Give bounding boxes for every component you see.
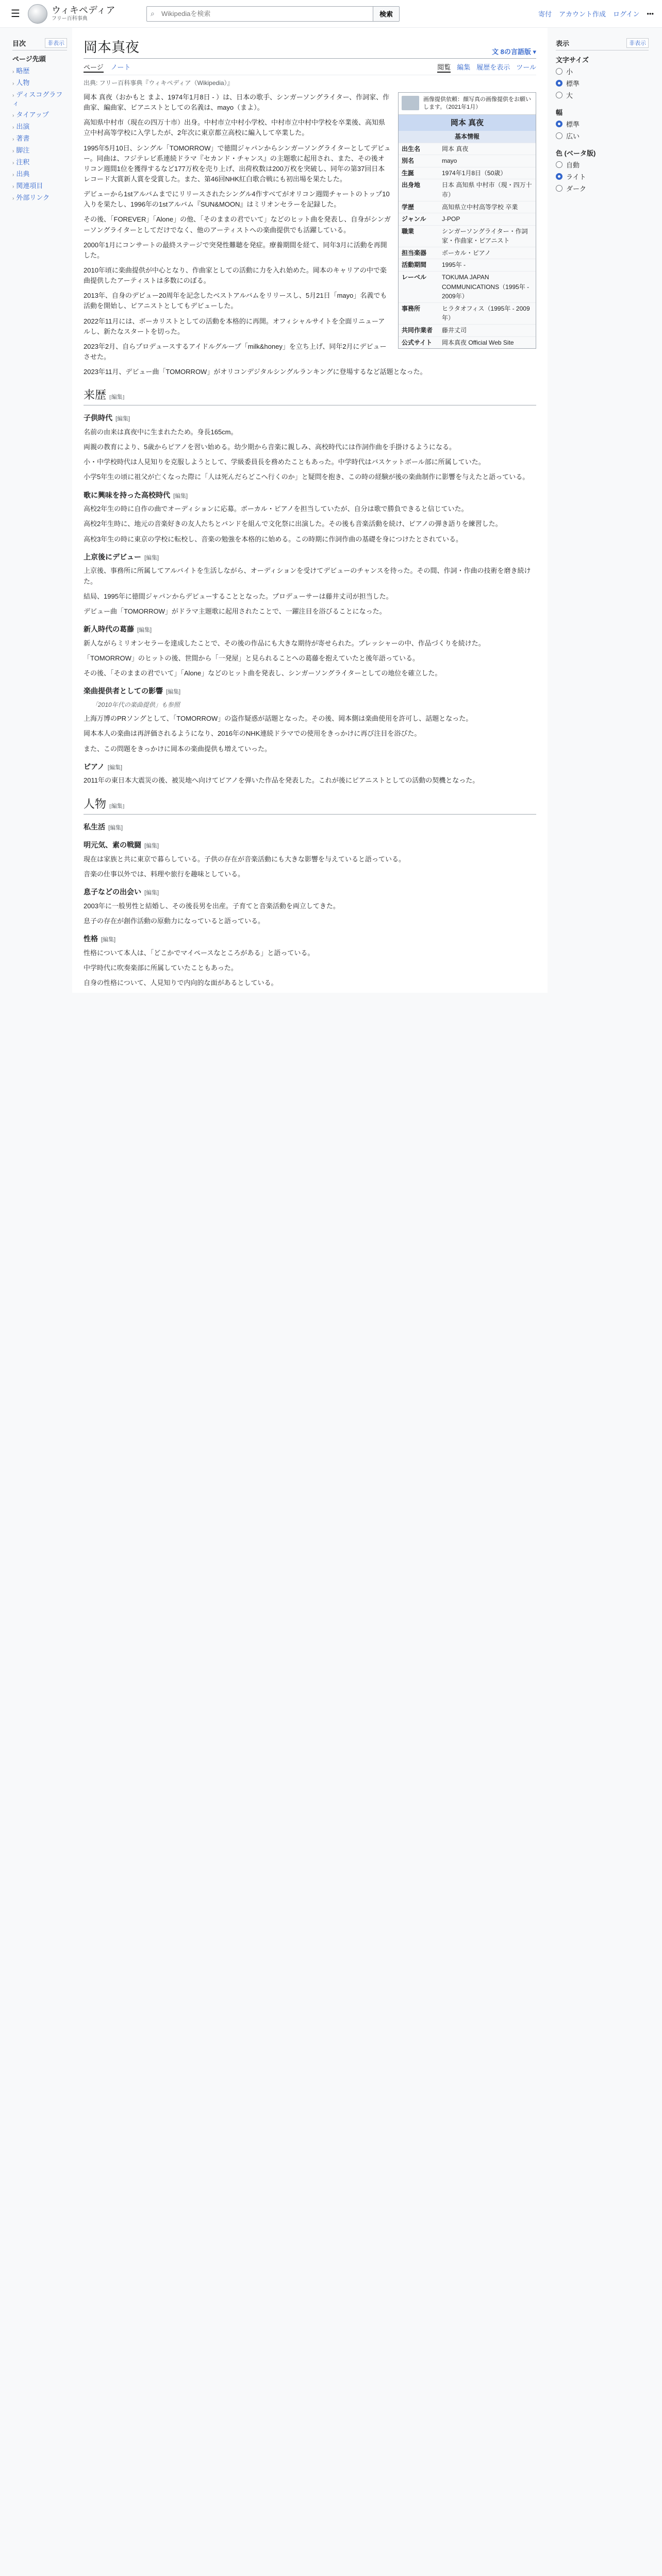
- infobox-key: 出身地: [402, 181, 421, 189]
- tab-talk[interactable]: ノート: [110, 63, 131, 71]
- intro-paragraph: 2022年11月には、ボーカリストとしての活動を本格的に再開。オフィシャルサイトを全面リニューアルし、新たなスタートを切った。: [84, 317, 385, 335]
- intro-paragraph: 2023年2月、自らプロデュースするアイドルグループ「milk&honey」を立ち上げ、同年2月にデビューさせた。: [84, 342, 387, 361]
- paragraph: 息子の存在が創作活動の原動力になっていると語っている。: [84, 917, 265, 925]
- infobox-row: [399, 336, 536, 349]
- subsection-heading: [84, 624, 536, 635]
- toc-item[interactable]: [12, 145, 67, 157]
- toc-item[interactable]: [12, 77, 67, 89]
- edit-subsection-link[interactable]: [編集]: [137, 626, 152, 633]
- toc-item-label: 関連項目: [16, 181, 43, 190]
- paragraph: デビュー曲「TOMORROW」がドラマ主題歌に起用されたことで、一躍注目を浴びることになった。: [84, 607, 386, 615]
- toc-item-label: ページ先頭: [12, 55, 46, 63]
- paragraph: 上海万博のPRソングとして、「TOMORROW」の盗作疑惑が話題となった。その後、岡本側は楽曲使用を許可し、話題となった。: [84, 715, 473, 723]
- chevron-right-icon[interactable]: ›: [12, 148, 14, 155]
- toc-item-label: 人物: [16, 78, 30, 87]
- radio-label: ダーク: [566, 185, 587, 193]
- section-heading-text: 来歴: [84, 388, 107, 402]
- paragraph: 高校2年生の時に自作の曲でオーディションに応募。ボーカル・ピアノを担当していたが、自分は歌で勝負できると信じていた。: [84, 505, 468, 513]
- chevron-right-icon[interactable]: ›: [12, 172, 14, 178]
- toc-sidebar: [0, 28, 72, 993]
- tab-edit[interactable]: 編集: [457, 63, 471, 71]
- paragraph: その後、「そのままの君でいて」「Alone」などのヒット曲を発表し、シンガーソングライターとしての地位を確立した。: [84, 669, 442, 677]
- paragraph: 性格について本人は、「どこかでマイペースなところがある」と語っている。: [84, 948, 315, 957]
- infobox-value: 高知県立中村高等学校 卒業: [442, 203, 518, 211]
- subsection-heading: [84, 887, 536, 898]
- infobox-key: レーベル: [402, 274, 427, 281]
- infobox-key: 学歴: [402, 203, 415, 211]
- paragraph: 「TOMORROW」のヒットの後、世間から「一発屋」と見られることへの葛藤を抱えていたと後年語っている。: [84, 654, 420, 662]
- chevron-right-icon[interactable]: ›: [12, 160, 14, 166]
- infobox-section: 基本情報: [399, 131, 536, 143]
- radio-option[interactable]: [556, 119, 649, 129]
- radio-label: 標準: [566, 121, 580, 128]
- intro-paragraph: 高知県中村市（現在の四万十市）出身。中村市立中村小学校、中村市立中村中学校を卒業後、高知県立中村高等学校に入学したが、2年次に東京都立高校に編入して卒業した。: [84, 118, 386, 137]
- subsection-heading-text: 子供時代: [84, 414, 112, 422]
- search-form: [146, 6, 400, 22]
- subsection-heading-text: 上京後にデビュー: [84, 552, 141, 561]
- toc-item-label: タイアップ: [16, 111, 49, 119]
- tab-history[interactable]: 履歴を表示: [476, 63, 510, 71]
- subsection-heading-text: 楽曲提供者としての影響: [84, 687, 163, 696]
- edit-subsection-link[interactable]: [編集]: [101, 937, 116, 943]
- infobox-row: [399, 155, 536, 167]
- search-input[interactable]: [146, 6, 373, 22]
- appearance-group: [556, 148, 649, 193]
- infobox-value: 1995年 -: [442, 261, 466, 269]
- appearance-hide-button[interactable]: 非表示: [626, 38, 649, 48]
- create-account-link[interactable]: アカウント作成: [559, 10, 606, 18]
- edit-subsection-link[interactable]: [編集]: [144, 890, 159, 896]
- paragraph: 2003年に一般男性と結婚し、その後長男を出産。子育てと音楽活動を両立してきた。: [84, 902, 340, 910]
- infobox-key: 職業: [402, 227, 415, 235]
- infobox-key: ジャンル: [402, 215, 426, 223]
- infobox-name: 岡本 真夜: [399, 115, 536, 131]
- site-logo[interactable]: [28, 4, 141, 24]
- logo-subtitle: フリー百科事典: [52, 15, 88, 22]
- toc-item-label: 出典: [16, 170, 30, 178]
- radio-option[interactable]: [556, 172, 649, 181]
- radio-button[interactable]: [556, 173, 562, 180]
- radio-label: ライト: [566, 173, 586, 181]
- page-title: 岡本真夜: [84, 40, 139, 55]
- infobox-value: J-POP: [442, 215, 460, 223]
- toc-item[interactable]: [12, 180, 67, 192]
- appearance-group: [556, 107, 649, 141]
- infobox-row: [399, 324, 536, 336]
- toc-item-label: 外部リンク: [16, 193, 50, 201]
- user-links: [538, 9, 654, 19]
- edit-subsection-link[interactable]: [編集]: [108, 824, 123, 831]
- wikipedia-globe-icon: [28, 4, 47, 24]
- edit-subsection-link[interactable]: [編集]: [166, 689, 181, 696]
- infobox-value: 藤井丈司: [442, 327, 467, 334]
- subsection-heading: [84, 761, 536, 773]
- subsection-heading-text: 歌に興味を持った高校時代: [84, 490, 170, 499]
- radio-button[interactable]: [556, 161, 562, 168]
- search-icon: ⌕: [151, 9, 155, 18]
- radio-label: 広い: [566, 132, 580, 140]
- toc-hide-button[interactable]: 非表示: [45, 38, 67, 48]
- infobox-row: [399, 167, 536, 179]
- menu-icon[interactable]: ☰: [11, 8, 20, 20]
- edit-subsection-link[interactable]: [編集]: [107, 764, 123, 771]
- intro-paragraph: 2010年頃に楽曲提供が中心となり、作曲家としての活動に力を入れ始めた。岡本のキャリアの中で楽曲提供したアーティストは多数にのぼる。: [84, 266, 387, 285]
- chevron-right-icon[interactable]: ›: [12, 92, 14, 98]
- paragraph: 小学5年生の頃に祖父が亡くなった際に「人は死んだらどこへ行くのか」と疑問を抱き、この時の経験が後の楽曲制作に影響を与えたと語っている。: [84, 473, 529, 481]
- image-placeholder-icon: [402, 96, 419, 110]
- infobox-value: 1974年1月8日（50歳）: [442, 169, 507, 177]
- edit-subsection-link[interactable]: [編集]: [144, 843, 159, 850]
- paragraph: 岡本本人の楽曲は再評価されるようになり、2016年のNHK連続ドラマでの使用をきっかけに再び注目を浴びた。: [84, 730, 421, 738]
- hatnote: 「2010年代の楽曲提供」も参照: [92, 701, 180, 708]
- paragraph: 現在は家族と共に東京で暮らしている。子供の存在が音楽活動にも大きな影響を与えていると語っている。: [84, 855, 406, 863]
- paragraph: 結局、1995年に徳間ジャパンからデビューすることとなった。プロデューサーは藤井丈司が担当した。: [84, 592, 393, 600]
- intro-paragraph: 岡本 真夜（おかもと まよ、1974年1月8日 - ）は、日本の歌手、シンガーソングライター、作詞家、作曲家、編曲家、ピアニストとしての名義は、mayo（まよ）。: [84, 93, 390, 112]
- header: [0, 0, 662, 28]
- edit-section-link[interactable]: [編集]: [109, 803, 125, 809]
- toc-item[interactable]: [12, 109, 67, 121]
- infobox-row: [399, 271, 536, 302]
- toc-item[interactable]: [12, 65, 67, 77]
- more-options-icon[interactable]: •••: [647, 10, 654, 18]
- radio-label: 自動: [566, 161, 580, 169]
- intro-paragraph: 2013年、自身のデビュー20周年を記念したベストアルバムをリリースし、5月21日「mayo」名義でも活動を開始し、ピアニストとしてもデビューした。: [84, 292, 387, 310]
- chevron-right-icon[interactable]: ›: [12, 183, 14, 190]
- toc-item[interactable]: [12, 192, 67, 204]
- paragraph: 名前の由来は真夜中に生まれたため。身長165cm。: [84, 428, 238, 436]
- toc-item[interactable]: [12, 89, 67, 110]
- toc-item-label: 著書: [16, 134, 30, 143]
- paragraph: 新人ながらミリオンセラーを達成したことで、その後の作品にも大きな期待が寄せられた。プレッシャーの中、作品づくりを続けた。: [84, 639, 485, 647]
- infobox-row: [399, 259, 536, 271]
- subsection-heading-text: 息子などの出会い: [84, 888, 141, 896]
- infobox-row: [399, 179, 536, 200]
- infobox-value: 岡本 真夜: [442, 145, 469, 152]
- infobox-row: [399, 201, 536, 213]
- infobox-value: mayo: [442, 157, 457, 165]
- appearance-group: [556, 55, 649, 100]
- subsection-heading-text: 新人時代の葛藤: [84, 624, 134, 633]
- paragraph: 自身の性格について、人見知りで内向的な面があるとしている。: [84, 979, 278, 987]
- edit-subsection-link[interactable]: [編集]: [173, 493, 188, 499]
- appearance-group-label: 幅: [556, 109, 563, 116]
- toc-item[interactable]: [12, 121, 67, 133]
- infobox-key: 生誕: [402, 169, 415, 177]
- infobox-row: [399, 247, 536, 259]
- toc-item-label: 出演: [16, 123, 30, 131]
- section-heading: [84, 386, 536, 405]
- page-tabs: [84, 62, 536, 75]
- infobox-key: 別名: [402, 157, 415, 165]
- radio-button[interactable]: [556, 132, 562, 139]
- toc-item-label: 注釈: [16, 158, 30, 166]
- paragraph: 両親の教育により、5歳からピアノを習い始める。幼少期から音楽に親しみ、高校時代には作詞作曲を手掛けるようになる。: [84, 443, 456, 451]
- source-line: 出典: フリー百科事典『ウィキペディア（Wikipedia）』: [84, 79, 234, 87]
- section-heading: [84, 795, 536, 815]
- edit-subsection-link[interactable]: [編集]: [144, 554, 159, 561]
- radio-option[interactable]: [556, 160, 649, 170]
- infobox-key: 担当楽器: [402, 249, 427, 257]
- paragraph: 高校3年生の時に東京の学校に転校し、音楽の勉強を本格的に始める。この時期に作詞作曲の基礎を身につけたとされている。: [84, 535, 462, 543]
- toc-title: 目次: [12, 40, 26, 47]
- appearance-panel: [548, 28, 657, 993]
- radio-option[interactable]: [556, 78, 649, 88]
- infobox-value: 岡本真夜 Official Web Site: [442, 338, 514, 346]
- infobox-key: 公式サイト: [402, 338, 433, 346]
- search-button[interactable]: 検索: [373, 6, 400, 22]
- infobox: [398, 92, 536, 349]
- infobox-row: [399, 143, 536, 155]
- subsection-heading: [84, 822, 536, 833]
- subsection-heading: [84, 490, 536, 501]
- radio-button[interactable]: [556, 92, 562, 98]
- toc-item-label: 脚注: [16, 146, 30, 155]
- appearance-group-label: 色 (ベータ版): [556, 149, 596, 157]
- intro-paragraph: 1995年5月10日、シングル「TOMORROW」で徳間ジャパンからシンガーソングライターとしてデビュー。同曲は、フジテレビ系連続ドラマ『セカンド・チャンス』の主題歌に起用され、また、その後オリコン週間1位を獲得するなど177万枚を売り上げ、出荷枚数は200万枚を突破し、同年の第37回日本レコード大賞新人賞を受賞した。また、第46回NHK紅白歌合戦にも初出場を果たした。: [84, 144, 391, 183]
- main-content: [72, 28, 548, 993]
- infobox-value: TOKUMA JAPAN COMMUNICATIONS（1995年 - 2009年）: [442, 274, 529, 300]
- chevron-right-icon[interactable]: ›: [12, 195, 14, 201]
- radio-label: 大: [566, 92, 573, 99]
- appearance-group-label: 文字サイズ: [556, 56, 589, 64]
- intro-paragraph: デビューから1stアルバムまでにリリースされたシングル4作すべてがオリコン週間チャートのトップ10入りを果たし、1996年の1stアルバム『SUN&MOON』はミリオンセラーを記録した。: [84, 190, 390, 209]
- infobox-key: 出生名: [402, 145, 421, 152]
- radio-option[interactable]: [556, 90, 649, 100]
- paragraph: 中学時代に吹奏楽部に所属していたこともあった。: [84, 964, 238, 972]
- intro-paragraph: 2000年1月にコンサートの最終ステージで突発性難聴を発症。療養期間を経て、同年3月に活動を再開した。: [84, 241, 387, 259]
- toc-item[interactable]: [12, 133, 67, 145]
- toc-item[interactable]: [12, 54, 67, 65]
- radio-label: 標準: [566, 80, 580, 88]
- infobox-key: 事務所: [402, 304, 421, 312]
- subsection-heading-text: 性格: [84, 935, 98, 943]
- radio-option[interactable]: [556, 131, 649, 141]
- tab-page[interactable]: ページ: [84, 62, 104, 73]
- login-link[interactable]: ログイン: [613, 10, 640, 18]
- donate-link[interactable]: 寄付: [538, 10, 552, 18]
- language-button[interactable]: 文 8の言語版 ▾: [492, 48, 536, 56]
- paragraph: 上京後、事務所に所属してアルバイトを生活しながら、オーディションを受けてデビューのチャンスを待った。その間、作詞・作曲の技術を磨き続けた。: [84, 567, 531, 585]
- subsection-heading: [84, 840, 536, 851]
- subsection-heading: [84, 686, 536, 697]
- edit-subsection-link[interactable]: [編集]: [115, 416, 130, 422]
- radio-option[interactable]: [556, 66, 649, 76]
- radio-option[interactable]: [556, 183, 649, 193]
- subsection-heading-text: 明元気、素の戦闘: [84, 841, 141, 850]
- chevron-right-icon[interactable]: ›: [12, 80, 14, 87]
- toc-item-label: 略歴: [16, 66, 30, 75]
- infobox-key: 共同作業者: [402, 327, 433, 334]
- tab-read[interactable]: 閲覧: [437, 62, 451, 73]
- radio-button[interactable]: [556, 68, 562, 75]
- article-body: [84, 92, 536, 988]
- toc-item[interactable]: [12, 157, 67, 168]
- toc-item-label: ディスコグラフィ: [12, 90, 63, 107]
- tab-tools[interactable]: ツール: [516, 63, 536, 71]
- paragraph: 音楽の仕事以外では、料理や旅行を趣味としている。: [84, 870, 245, 878]
- infobox-row: [399, 213, 536, 225]
- paragraph: 2011年の東日本大震災の後、被災地へ向けてピアノを弾いた作品を発表した。これが後にピアニストとしての活動の契機となった。: [84, 776, 479, 785]
- edit-section-link[interactable]: [編集]: [109, 394, 125, 401]
- chevron-right-icon[interactable]: ›: [12, 125, 14, 131]
- paragraph: 小・中学校時代は人見知りを克服しようとして、学級委員長を務めたこともあった。中学時代はバスケットボール部に所属していた。: [84, 458, 485, 466]
- infobox-row: [399, 302, 536, 324]
- paragraph: 高校2年生時に、地元の音楽好きの友人たちとバンドを組んで文化祭に出演した。その後も音楽活動を続け、ピアノの弾き語りを練習した。: [84, 520, 502, 528]
- subsection-heading-text: 私生活: [84, 822, 105, 831]
- infobox-value: ヒラタオフィス（1995年 - 2009年）: [442, 304, 530, 322]
- radio-button[interactable]: [556, 80, 562, 87]
- infobox-value: ボーカル・ピアノ: [442, 249, 491, 257]
- infobox-row: [399, 225, 536, 247]
- infobox-value: シンガーソングライター・作詞家・作曲家・ピアニスト: [442, 227, 528, 245]
- radio-label: 小: [566, 68, 573, 76]
- infobox-value: 日本 高知県 中村市（現・四万十市）: [442, 181, 532, 198]
- chevron-right-icon[interactable]: ›: [12, 69, 14, 75]
- subsection-heading: [84, 413, 536, 424]
- subsection-heading: [84, 934, 536, 945]
- toc-item[interactable]: [12, 168, 67, 180]
- logo-title: ウィキペディア: [52, 5, 115, 16]
- paragraph: また、この問題をきっかけに岡本の楽曲提供も増えていった。: [84, 744, 272, 753]
- intro-paragraph: 2023年11月、デビュー曲「TOMORROW」がオリコンデジタルシングルランキングに登場するなど話題となった。: [84, 368, 427, 376]
- subsection-heading-text: ピアノ: [84, 762, 105, 771]
- section-heading-text: 人物: [84, 797, 107, 810]
- image-request-note: 画像提供依頼：顔写真の画像提供をお願いします。（2021年1月）: [399, 93, 536, 115]
- chevron-right-icon[interactable]: ›: [12, 137, 14, 143]
- radio-button[interactable]: [556, 121, 562, 127]
- infobox-key: 活動期間: [402, 261, 427, 269]
- intro-paragraph: その後、「FOREVER」「Alone」の他、「そのままの君でいて」などのヒット曲を発表し、自身がシンガーソングライターとしてだけでなく、他のアーティストへの楽曲提供でも活躍している。: [84, 215, 391, 234]
- subsection-heading: [84, 552, 536, 563]
- chevron-right-icon[interactable]: ›: [12, 113, 14, 119]
- radio-button[interactable]: [556, 185, 562, 192]
- appearance-title: 表示: [556, 40, 570, 47]
